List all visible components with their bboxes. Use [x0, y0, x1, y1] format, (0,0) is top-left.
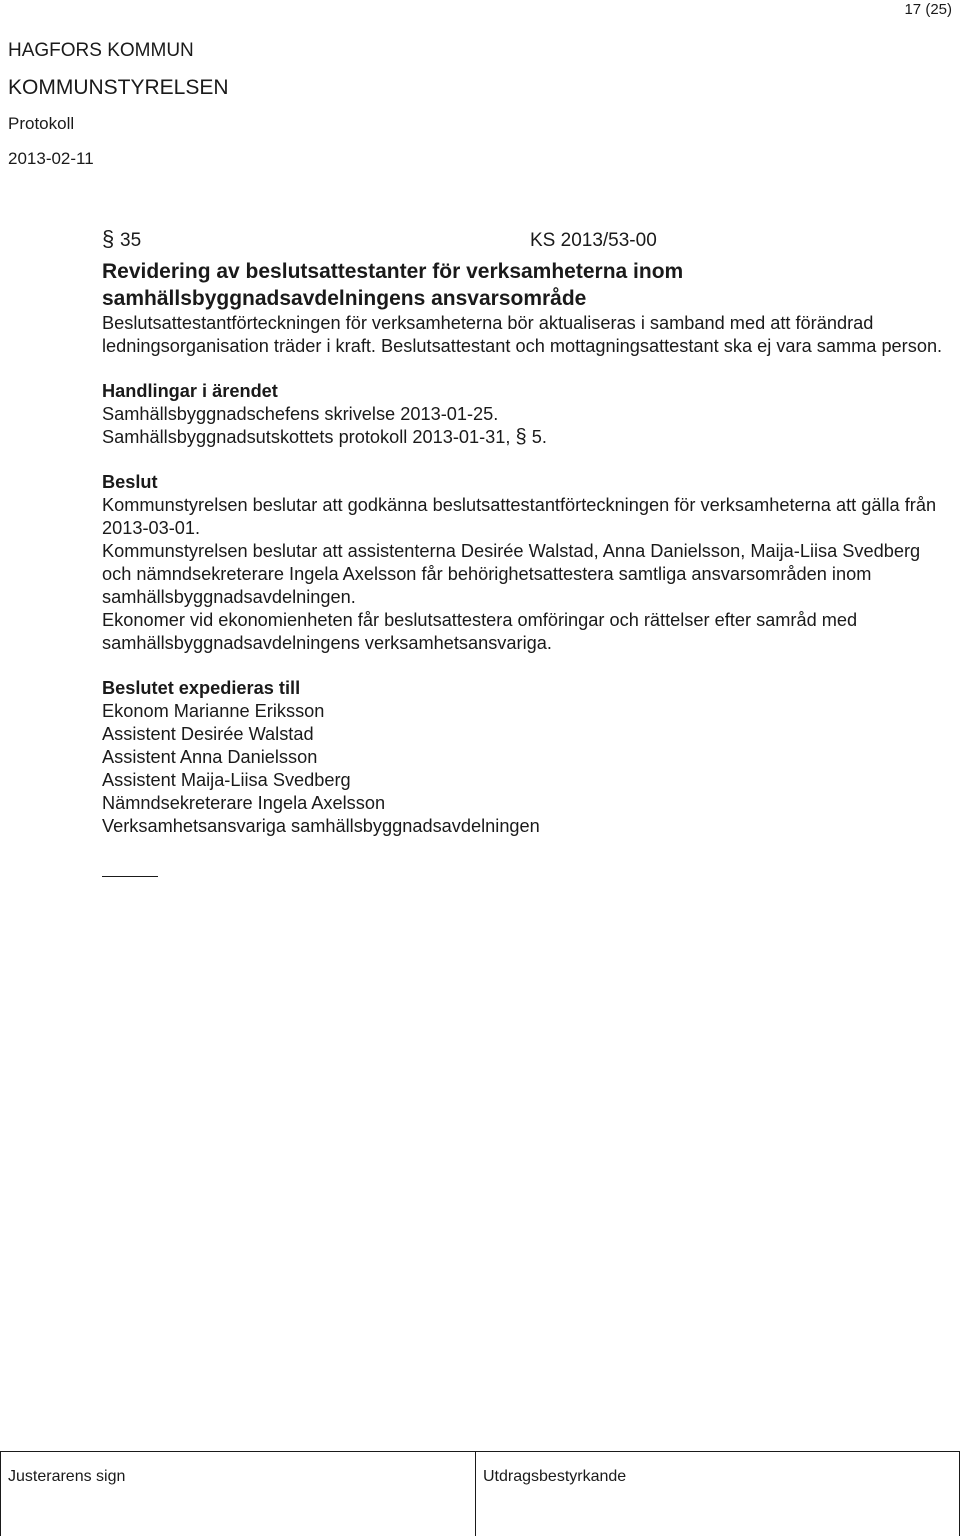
board-name: KOMMUNSTYRELSEN [8, 76, 229, 99]
recipient-item: Assistent Desirée Walstad [102, 724, 314, 744]
decision-paragraph: Ekonomer vid ekonomienheten får beslutsattestera omföringar och rättelser efter samråd med samhällsbyggnadsavdelningens verksamhetsansvariga. [102, 610, 858, 653]
signature-footer [0, 1451, 960, 1536]
decision-paragraph: Kommunstyrelsen beslutar att assistenterna Desirée Walstad, Anna Danielsson, Maija-Liisa Svedberg och nämndsekreterare Ingela Axelsson får behörighetsattestera samtliga ansvarsområden inom samhällsbyggnadsavdelningen. [102, 541, 921, 607]
decision-heading: Beslut [102, 472, 158, 492]
adjuster-sign-label: Justerarens sign [8, 1468, 126, 1485]
footer-divider [475, 1452, 476, 1536]
paragraph-body [102, 258, 947, 838]
footer-divider [0, 1452, 1, 1536]
recipient-item: Verksamhetsansvariga samhällsbyggnadsavdelningen [102, 816, 540, 836]
recipient-item: Ekonom Marianne Eriksson [102, 701, 325, 721]
document-item-text: Samhällsbyggnadsutskottets protokoll 2013-01-31, [102, 427, 511, 447]
meeting-date: 2013-02-11 [8, 149, 94, 168]
municipality-name: HAGFORS KOMMUN [8, 40, 194, 61]
paragraph-number: 35 [120, 230, 142, 251]
recipient-item: Assistent Anna Danielsson [102, 747, 318, 767]
recipient-item: Assistent Maija-Liisa Svedberg [102, 770, 351, 790]
paragraph-intro: Beslutsattestantförteckningen för verksamheterna bör aktualiseras i samband med att förändrad ledningsorganisation träder i kraft. Beslutsattestant och mottagningsattestant ska ej vara samma person. [102, 313, 943, 356]
paragraph-title: Revidering av beslutsattestanter för verksamheterna inom samhällsbyggnadsavdelningens ansvarsområde [102, 260, 684, 310]
decision-paragraph: Kommunstyrelsen beslutar att godkänna beslutsattestantförteckningen för verksamheterna att gälla från 2013-03-01. [102, 495, 937, 538]
paragraph-section-sign: § [102, 226, 115, 251]
case-number: KS 2013/53-00 [530, 230, 657, 251]
excerpt-certification-label: Utdragsbestyrkande [483, 1468, 627, 1485]
page-number: 17 (25) [904, 1, 952, 18]
distribution-heading: Beslutet expedieras till [102, 678, 301, 698]
documents-heading: Handlingar i ärendet [102, 381, 278, 401]
document-item [102, 426, 947, 449]
end-rule [102, 876, 158, 877]
document-type: Protokoll [8, 114, 75, 133]
section-sign: § [515, 426, 527, 448]
document-item: Samhällsbyggnadschefens skrivelse 2013-01-25. [102, 404, 499, 424]
document-item-number: 5. [531, 427, 547, 447]
recipient-item: Nämndsekreterare Ingela Axelsson [102, 793, 386, 813]
